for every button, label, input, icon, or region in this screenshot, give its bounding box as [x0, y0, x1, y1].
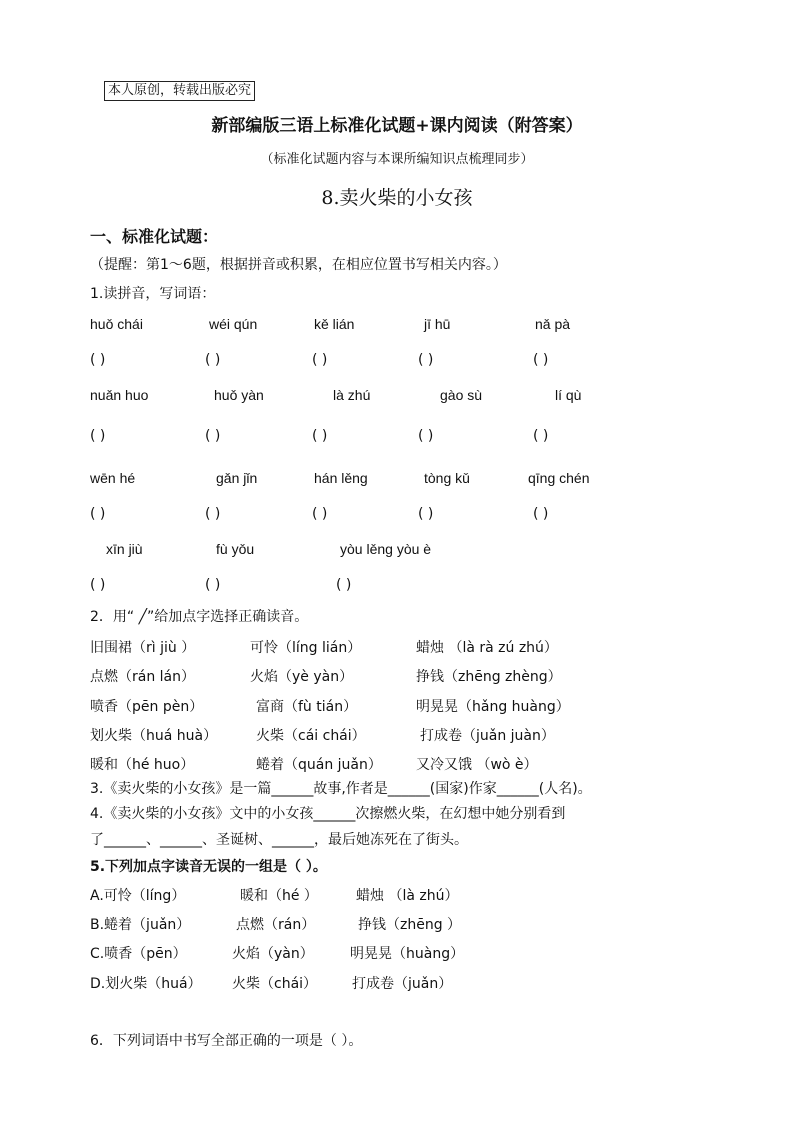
q5-option-item: 蜡烛 （là zhú）: [356, 888, 459, 904]
q2-item: 可怜（líng lián）: [250, 640, 362, 656]
q5-prompt: 5.下列加点字读音无误的一组是（ ）。: [90, 859, 327, 875]
q1-pinyin: gào sù: [440, 387, 483, 403]
answer-blank[interactable]: ( ): [90, 577, 106, 593]
answer-blank[interactable]: ( ): [312, 352, 328, 368]
q2-prompt: 2．用“ ╱”给加点字选择正确读音。: [90, 609, 309, 625]
answer-blank[interactable]: ( ): [205, 428, 221, 444]
q2-item: 明晃晃（hǎng huàng）: [416, 699, 570, 715]
q5-option-item: 挣钱（zhēng ）: [358, 917, 462, 933]
q2-item: 打成卷（juǎn juàn）: [420, 728, 555, 744]
answer-blank[interactable]: ( ): [533, 428, 549, 444]
answer-blank-wide[interactable]: ( ): [336, 577, 352, 593]
q1-pinyin: hán lěng: [314, 470, 368, 486]
q1-pinyin: qīng chén: [528, 470, 590, 486]
q2-item: 挣钱（zhēng zhèng）: [416, 669, 562, 685]
answer-blank[interactable]: ( ): [90, 428, 106, 444]
document-title: 新部编版三语上标准化试题+课内阅读（附答案）: [211, 116, 583, 136]
section-heading: 一、标准化试题：: [90, 227, 219, 246]
q4-line2: 了______、______、圣诞树、______，最后她冻死在了街头。: [90, 832, 468, 848]
q5-option-item: 点燃（rán）: [236, 917, 316, 933]
q2-item: 富商（fù tián）: [256, 699, 358, 715]
q1-pinyin: xīn jiù: [106, 541, 143, 557]
q2-item: 火柴（cái chái）: [256, 728, 366, 744]
q2-item: 蜷着（quán juǎn）: [256, 757, 382, 773]
q1-pinyin: fù yǒu: [216, 541, 255, 557]
q6-prompt: 6．下列词语中书写全部正确的一项是（ ）。: [90, 1033, 363, 1049]
q5-option-item: 暖和（hé ）: [240, 888, 318, 904]
answer-blank[interactable]: ( ): [205, 577, 221, 593]
q5-option-item: 火焰（yàn）: [232, 946, 314, 962]
answer-blank[interactable]: ( ): [533, 352, 549, 368]
q1-pinyin: tòng kǔ: [424, 470, 470, 486]
q1-pinyin: nuǎn huo: [90, 387, 149, 403]
q5-option-item: 明晃晃（huàng）: [350, 946, 465, 962]
q5-option[interactable]: A.可怜（líng）: [90, 888, 186, 904]
answer-blank[interactable]: ( ): [312, 428, 328, 444]
q3-text: 3.《卖火柴的小女孩》是一篇______故事,作者是______(国家)作家______(人名)。: [90, 781, 592, 797]
q1-pinyin: jī hū: [424, 316, 451, 332]
reminder-text: （提醒：第1～6题，根据拼音或积累，在相应位置书写相关内容。）: [90, 257, 507, 273]
q1-pinyin: kě lián: [314, 316, 355, 332]
document-subtitle: （标准化试题内容与本课所编知识点梳理同步）: [260, 152, 534, 167]
answer-blank[interactable]: ( ): [205, 506, 221, 522]
q2-item: 旧围裙（rì jiù ）: [90, 640, 196, 656]
lesson-title: 8.卖火柴的小女孩: [321, 187, 473, 209]
answer-blank[interactable]: ( ): [533, 506, 549, 522]
q5-option[interactable]: D.划火柴（huá）: [90, 976, 202, 992]
q2-item: 蜡烛 （là rà zú zhú）: [416, 640, 558, 656]
q2-item: 又冷又饿 （wò è）: [416, 757, 538, 773]
q1-pinyin: huǒ chái: [90, 316, 143, 332]
q1-pinyin: wēn hé: [90, 470, 136, 486]
q4-line1: 4.《卖火柴的小女孩》文中的小女孩______次擦燃火柴，在幻想中她分别看到: [90, 806, 566, 822]
q1-pinyin: nǎ pà: [535, 316, 571, 332]
q1-pinyin: gǎn jǐn: [216, 470, 258, 486]
q1-pinyin: wéi qún: [209, 316, 258, 332]
answer-blank[interactable]: ( ): [418, 428, 434, 444]
q1-prompt: 1.读拼音，写词语：: [90, 286, 216, 302]
q2-item: 火焰（yè yàn）: [250, 669, 354, 685]
answer-blank[interactable]: ( ): [90, 352, 106, 368]
q1-pinyin: yòu lěng yòu è: [340, 541, 432, 557]
copyright-stamp: 本人原创，转载出版必究: [104, 81, 255, 101]
q1-pinyin: là zhú: [333, 387, 371, 403]
q5-option[interactable]: C.喷香（pēn）: [90, 946, 187, 962]
q2-item: 暖和（hé huo）: [90, 757, 195, 773]
q5-option-item: 打成卷（juǎn）: [352, 976, 453, 992]
q1-pinyin: lí qù: [555, 387, 582, 403]
q2-item: 喷香（pēn pèn）: [90, 699, 204, 715]
answer-blank[interactable]: ( ): [418, 352, 434, 368]
q5-option[interactable]: B.蜷着（juǎn）: [90, 917, 191, 933]
q2-item: 点燃（rán lán）: [90, 669, 195, 685]
q2-item: 划火柴（huá huà）: [90, 728, 218, 744]
answer-blank[interactable]: ( ): [205, 352, 221, 368]
q5-option-item: 火柴（chái）: [232, 976, 318, 992]
answer-blank[interactable]: ( ): [312, 506, 328, 522]
answer-blank[interactable]: ( ): [90, 506, 106, 522]
q1-pinyin: huǒ yàn: [214, 387, 264, 403]
answer-blank[interactable]: ( ): [418, 506, 434, 522]
